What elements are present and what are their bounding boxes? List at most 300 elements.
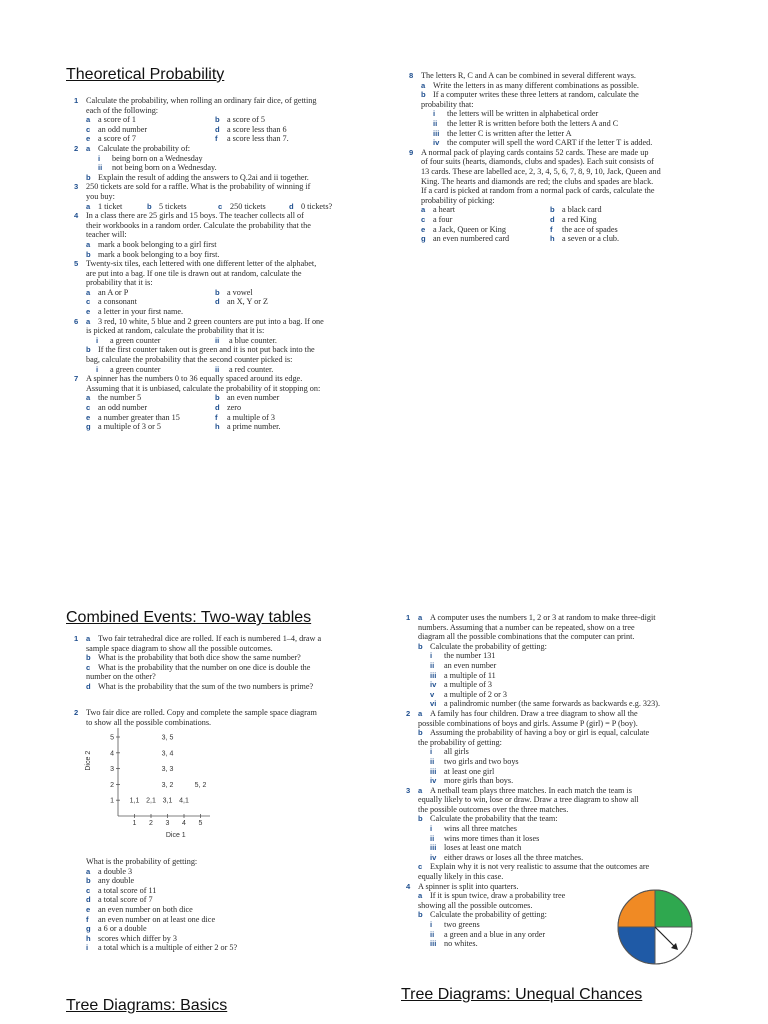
part-label: a xyxy=(86,201,91,211)
question-line xyxy=(74,943,364,953)
x-axis-label: Dice 1 xyxy=(165,832,186,839)
question-line xyxy=(406,613,716,623)
question-number: 2 xyxy=(74,143,79,153)
question-line xyxy=(74,230,364,240)
part-label: e xyxy=(86,307,91,317)
y-tick-label: 3 xyxy=(110,766,114,774)
question-line xyxy=(74,345,364,355)
question-line xyxy=(406,757,716,767)
question-line xyxy=(74,682,364,692)
part-text: an odd number xyxy=(98,124,148,134)
question-text: In a class there are 25 girls and 15 boys. The teacher collects all of xyxy=(86,211,304,221)
question-line xyxy=(74,413,364,423)
sample-space-diagram xyxy=(80,728,210,856)
question-text: King. The hearts and diamonds are red; the clubs and spades are black. xyxy=(421,176,654,186)
spinner-quarter-green xyxy=(655,890,692,927)
question-line xyxy=(74,393,364,403)
y-tick-label: 1 xyxy=(110,797,114,805)
part-label: d xyxy=(86,681,91,691)
part-label: a xyxy=(418,891,423,901)
question-number: 8 xyxy=(409,71,414,80)
x-tick-label: 1 xyxy=(132,820,137,827)
part-label: e xyxy=(86,134,91,144)
sample-space-cell: 5, 2 xyxy=(194,781,207,789)
part-text: any double xyxy=(98,876,135,886)
question-text: If a card is picked at random from a normal pack of cards, calculate the xyxy=(421,186,655,196)
question-line xyxy=(74,134,364,144)
part-label: a xyxy=(86,143,91,153)
y-tick-label: 4 xyxy=(110,750,114,758)
tetrahedral-dice-question xyxy=(74,634,364,692)
question-text: probability that it is: xyxy=(86,278,153,288)
question-line xyxy=(406,642,716,652)
part-text: a seven or a club. xyxy=(562,234,620,244)
part-text: Explain why it is not very realistic to assume that the outcomes are xyxy=(430,862,650,872)
part-text: a score less than 7. xyxy=(227,134,289,144)
question-line xyxy=(74,221,364,231)
part-label: e xyxy=(86,412,91,422)
part-label: d xyxy=(289,201,294,211)
question-text: sample space diagram to show all the possible outcomes. xyxy=(86,643,273,653)
question-text: each of the following: xyxy=(86,105,159,115)
question-text: What is the probability of getting: xyxy=(86,857,198,866)
question-line xyxy=(74,905,364,915)
question-line xyxy=(74,336,364,346)
part-text: the letters will be written in alphabetical order xyxy=(447,109,599,119)
part-label: b xyxy=(86,249,91,259)
part-label: vi xyxy=(430,699,437,709)
question-line xyxy=(406,795,716,805)
part-text: no whites. xyxy=(444,939,478,949)
part-label: c xyxy=(421,214,426,224)
part-text: a prime number. xyxy=(227,422,281,432)
question-line xyxy=(74,297,364,307)
question-line xyxy=(409,167,699,177)
part-label: a xyxy=(86,634,91,643)
question-line xyxy=(74,240,364,250)
x-tick-label: 2 xyxy=(149,820,153,827)
part-label: c xyxy=(418,862,423,872)
question-text: A spinner has the numbers 0 to 36 equally spaced around its edge. xyxy=(86,374,303,384)
question-line xyxy=(406,709,716,719)
question-line xyxy=(74,163,364,173)
question-number: 2 xyxy=(406,708,411,718)
part-text: wins more times than it loses xyxy=(444,833,540,843)
part-label: a xyxy=(418,708,423,718)
question-line xyxy=(409,81,699,91)
part-label: iv xyxy=(430,680,437,690)
part-label: b xyxy=(418,728,423,738)
question-line xyxy=(74,211,364,221)
part-label: c xyxy=(86,403,91,412)
part-text: the computer will spell the word CART if the letter T is added. xyxy=(447,138,653,148)
part-text: a four xyxy=(433,214,453,224)
question-number: 2 xyxy=(74,708,79,717)
question-number: 1 xyxy=(74,634,79,643)
question-line xyxy=(406,680,716,690)
question-text: you buy: xyxy=(86,191,115,201)
question-number: 4 xyxy=(74,211,79,221)
part-label: i xyxy=(86,943,89,953)
question-line xyxy=(406,853,716,863)
part-label: h xyxy=(215,422,220,432)
question-line xyxy=(74,269,364,279)
part-text: 1 ticket xyxy=(98,201,123,211)
question-text: are put into a bag. If one tile is drawn out at random, calculate the xyxy=(86,268,302,278)
question-line xyxy=(406,747,716,757)
part-text: 250 tickets xyxy=(230,201,266,211)
question-line xyxy=(74,867,364,877)
question-line xyxy=(74,250,364,260)
question-line xyxy=(409,186,699,196)
sample-space-cell: 3, 5 xyxy=(161,734,174,742)
part-text: a Jack, Queen or King xyxy=(433,224,506,234)
question-line xyxy=(74,202,364,212)
part-text: mark a book belonging to a girl first xyxy=(98,239,217,249)
heading-tree-diagrams-unequal: Tree Diagrams: Unequal Chances xyxy=(401,986,643,1003)
question-text: Twenty-six tiles, each lettered with one different letter of the alphabet, xyxy=(86,259,317,269)
y-tick-label: 2 xyxy=(110,781,114,789)
part-label: a xyxy=(86,866,91,876)
part-label: e xyxy=(421,224,426,234)
question-text: possible combinations of boys and girls. Assume P (girl) = P (boy). xyxy=(418,718,638,728)
part-text: an even number xyxy=(444,660,497,670)
part-label: e xyxy=(86,904,91,914)
part-label: b xyxy=(418,641,423,651)
part-text: a double 3 xyxy=(98,866,133,876)
part-text: two greens xyxy=(444,920,480,929)
part-text: an X, Y or Z xyxy=(227,297,269,307)
part-label: c xyxy=(218,201,223,211)
part-label: iii xyxy=(430,843,437,853)
question-line xyxy=(406,814,716,824)
question-text: their workbooks in a random order. Calculate the probability that the xyxy=(86,220,311,230)
part-label: f xyxy=(86,914,89,924)
question-line xyxy=(74,634,364,644)
part-label: b xyxy=(550,205,555,215)
part-label: b xyxy=(86,653,91,663)
part-label: a xyxy=(418,785,423,795)
question-text: equally likely in this case. xyxy=(418,872,504,882)
part-label: i xyxy=(433,109,436,119)
part-text: If a computer writes these three letters at random, calculate the xyxy=(433,90,639,100)
question-line xyxy=(74,895,364,905)
part-label: ii xyxy=(215,335,220,345)
question-number: 1 xyxy=(406,613,411,622)
question-number: 5 xyxy=(74,259,79,269)
question-line xyxy=(74,125,364,135)
question-line xyxy=(74,192,364,202)
part-label: b xyxy=(421,90,426,100)
part-label: b xyxy=(418,814,423,824)
part-label: iii xyxy=(430,939,437,949)
part-text: Calculate the probability of getting: xyxy=(430,910,547,920)
part-label: f xyxy=(215,412,218,422)
x-tick-label: 3 xyxy=(165,820,170,827)
question-line xyxy=(406,843,716,853)
question-line xyxy=(74,924,364,934)
sample-space-cell: 3,1 xyxy=(162,797,173,805)
question-line xyxy=(74,317,364,327)
part-text: a multiple of 3 xyxy=(227,412,275,422)
question-number: 3 xyxy=(74,182,79,192)
part-text: A computer uses the numbers 1, 2 or 3 at random to make three-digit xyxy=(430,613,656,622)
part-label: i xyxy=(430,824,433,834)
question-line xyxy=(74,384,364,394)
question-line xyxy=(406,719,716,729)
question-line xyxy=(74,96,364,106)
question-text: A spinner is split into quarters. xyxy=(418,881,519,891)
y-tick-label: 5 xyxy=(110,734,114,742)
question-line xyxy=(406,805,716,815)
part-label: iii xyxy=(430,766,437,776)
question-line xyxy=(74,374,364,384)
question-number: 3 xyxy=(406,785,411,795)
question-text: probability of picking: xyxy=(421,195,495,205)
two-dice-probability-list xyxy=(74,857,364,953)
question-line xyxy=(74,886,364,896)
question-line xyxy=(406,671,716,681)
part-text: 0 tickets? xyxy=(301,201,333,211)
part-text: a score of 7 xyxy=(98,134,136,144)
question-line xyxy=(74,355,364,365)
part-text: If it is spun twice, draw a probability tree xyxy=(430,891,566,901)
question-line xyxy=(409,177,699,187)
part-label: v xyxy=(430,689,435,699)
part-text: a vowel xyxy=(227,287,253,297)
part-text: an odd number xyxy=(98,403,148,412)
question-text: equally likely to win, lose or draw. Draw a tree diagram to show all xyxy=(418,795,639,805)
part-label: i xyxy=(430,651,433,661)
question-line xyxy=(409,225,699,235)
part-text: a score less than 6 xyxy=(227,124,287,134)
question-line xyxy=(409,148,699,158)
part-text: the number 131 xyxy=(444,651,496,661)
question-text: bag, calculate the probability that the second counter picked is: xyxy=(86,355,293,365)
question-text: 13 cards. These are labelled ace, 2, 3, 4, 5, 6, 7, 8, 9, 10, Jack, Queen and xyxy=(421,166,661,176)
question-text: the probability of getting: xyxy=(418,737,502,747)
heading-tree-diagrams-basics: Tree Diagrams: Basics xyxy=(66,997,228,1014)
part-text: all girls xyxy=(444,747,469,757)
part-text: being born on a Wednesday xyxy=(112,153,203,163)
part-label: iv xyxy=(430,776,437,786)
question-line xyxy=(409,234,699,244)
part-text: wins all three matches xyxy=(444,824,517,834)
part-text: What is the probability that the number on one dice is double the xyxy=(98,662,311,672)
part-label: ii xyxy=(430,660,435,670)
part-label: d xyxy=(215,124,220,134)
part-label: b xyxy=(86,876,91,886)
part-text: Calculate the probability of getting: xyxy=(430,641,547,651)
question-line xyxy=(409,119,699,129)
question-number: 9 xyxy=(409,147,414,157)
part-text: two girls and two boys xyxy=(444,756,519,766)
part-text: an even number xyxy=(227,393,280,403)
part-text: 5 tickets xyxy=(159,201,187,211)
question-line xyxy=(406,776,716,786)
part-label: i xyxy=(96,335,99,345)
part-text: Explain the result of adding the answers to Q.2ai and ii together. xyxy=(98,172,309,182)
question-line xyxy=(74,857,364,867)
part-text: the ace of spades xyxy=(562,224,618,234)
question-line xyxy=(409,196,699,206)
question-line xyxy=(409,109,699,119)
question-line xyxy=(74,259,364,269)
question-line xyxy=(74,718,364,728)
question-line xyxy=(74,708,364,718)
part-text: a palindromic number (the same forwards as backwards e.g. 323). xyxy=(444,699,660,709)
part-label: b xyxy=(215,115,220,125)
question-line xyxy=(406,623,716,633)
part-text: a multiple of 11 xyxy=(444,670,496,680)
heading-theoretical-probability: Theoretical Probability xyxy=(66,66,225,83)
question-text: The letters R, C and A can be combined in several different ways. xyxy=(421,71,636,80)
part-text: Calculate the probability of: xyxy=(98,143,191,153)
part-text: a green counter xyxy=(110,364,161,374)
part-label: a xyxy=(86,239,91,249)
part-label: iii xyxy=(430,670,437,680)
part-label: h xyxy=(550,234,555,244)
part-text: If the first counter taken out is green and it is not put back into the xyxy=(98,345,315,355)
part-text: What is the probability that both dice show the same number? xyxy=(98,653,301,663)
question-text: number on the other? xyxy=(86,672,156,682)
question-line xyxy=(74,422,364,432)
question-line xyxy=(74,173,364,183)
question-line xyxy=(74,934,364,944)
part-label: ii xyxy=(430,929,435,939)
part-text: a letter in your first name. xyxy=(98,307,184,317)
part-text: scores which differ by 3 xyxy=(98,933,177,943)
part-text: a green counter xyxy=(110,335,161,345)
part-label: c xyxy=(86,662,91,672)
question-line xyxy=(74,663,364,673)
part-text: A family has four children. Draw a tree diagram to show all the xyxy=(430,708,638,718)
part-label: ii xyxy=(215,364,220,374)
part-label: b xyxy=(215,287,220,297)
part-label: ii xyxy=(430,833,435,843)
part-label: a xyxy=(421,205,426,215)
question-line xyxy=(74,182,364,192)
part-text: What is the probability that the sum of the two numbers is prime? xyxy=(98,681,314,691)
question-text: probability that: xyxy=(421,99,474,109)
part-text: a total score of 11 xyxy=(98,885,157,895)
spinner-diagram xyxy=(616,888,694,966)
question-text: is picked at random, calculate the probability that it is: xyxy=(86,326,265,336)
question-line xyxy=(74,644,364,654)
part-text: a multiple of 3 xyxy=(444,680,492,690)
question-line xyxy=(74,672,364,682)
question-line xyxy=(406,767,716,777)
part-label: f xyxy=(550,224,553,234)
sample-space-cell: 4,1 xyxy=(179,797,189,805)
x-tick-label: 4 xyxy=(182,820,186,827)
question-line xyxy=(406,632,716,642)
part-text: a 6 or a double xyxy=(98,924,147,934)
question-line xyxy=(406,862,716,872)
part-label: i xyxy=(96,364,99,374)
part-label: g xyxy=(86,924,91,934)
part-label: a xyxy=(86,115,91,125)
question-line xyxy=(406,661,716,671)
part-text: Write the letters in as many different combinations as possible. xyxy=(433,80,639,90)
part-label: b xyxy=(86,345,91,355)
question-line xyxy=(74,326,364,336)
question-number: 7 xyxy=(74,374,79,384)
question-line xyxy=(74,307,364,317)
question-line xyxy=(74,106,364,116)
question-line xyxy=(74,915,364,925)
part-text: loses at least one match xyxy=(444,843,522,853)
question-line xyxy=(406,728,716,738)
question-text: Assuming that it is unbiased, calculate the probability of it stopping on: xyxy=(86,383,321,393)
part-text: Calculate the probability that the team: xyxy=(430,814,558,824)
part-text: an A or P xyxy=(98,287,129,297)
part-label: f xyxy=(215,134,218,144)
part-label: c xyxy=(86,124,91,134)
question-line xyxy=(409,157,699,167)
part-text: either draws or loses all the three matches. xyxy=(444,852,584,862)
part-label: ii xyxy=(98,163,103,173)
question-line xyxy=(409,138,699,148)
question-line xyxy=(74,144,364,154)
sample-space-cell: 3, 4 xyxy=(161,750,174,758)
question-text: 250 tickets are sold for a raffle. What is the probability of winning if xyxy=(86,182,311,192)
spinner-quarter-blue xyxy=(618,927,655,964)
y-axis-label: Dice 2 xyxy=(85,750,92,771)
part-label: i xyxy=(430,920,433,929)
sample-space-cell: 3, 2 xyxy=(161,781,174,789)
part-text: a red counter. xyxy=(229,364,274,374)
question-number: 4 xyxy=(406,881,411,891)
question-line xyxy=(409,129,699,139)
part-label: a xyxy=(86,393,91,403)
question-line xyxy=(74,288,364,298)
part-text: the number 5 xyxy=(98,393,142,403)
part-label: iv xyxy=(430,852,437,862)
part-text: more girls than boys. xyxy=(444,776,514,786)
question-text: diagram all the possible combinations that the computer can print. xyxy=(418,632,635,642)
question-text: showing all the possible outcomes. xyxy=(418,900,533,910)
sample-space-cell: 3, 3 xyxy=(161,766,174,774)
part-label: i xyxy=(430,747,433,757)
question-text: numbers. Assuming that a number can be repeated, show on a tree xyxy=(418,622,635,632)
part-text: a multiple of 3 or 5 xyxy=(98,422,161,432)
part-text: a total which is a multiple of either 2 or 5? xyxy=(98,943,238,953)
part-label: b xyxy=(215,393,220,403)
question-line xyxy=(409,90,699,100)
part-label: h xyxy=(86,933,91,943)
question-number: 6 xyxy=(74,316,79,326)
part-text: mark a book belonging to a boy first. xyxy=(98,249,220,259)
part-label: iii xyxy=(433,128,440,138)
question-text: to show all the possible combinations. xyxy=(86,717,212,727)
part-text: a green and a blue in any order xyxy=(444,929,546,939)
part-label: iv xyxy=(433,138,440,148)
question-line xyxy=(74,278,364,288)
part-text: a heart xyxy=(433,205,456,215)
question-number: 1 xyxy=(74,96,79,105)
question-line xyxy=(74,876,364,886)
question-line xyxy=(406,690,716,700)
part-text: at least one girl xyxy=(444,766,495,776)
theoretical-probability-questions xyxy=(74,96,364,432)
part-text: not being born on a Wednesday. xyxy=(112,163,217,173)
question-text: of four suits (hearts, diamonds, clubs and spades). Each suit consists of xyxy=(421,157,654,167)
part-label: c xyxy=(86,885,91,895)
part-text: Assuming the probability of having a boy or girl is equal, calculate xyxy=(430,728,650,738)
x-tick-label: 5 xyxy=(198,820,203,827)
part-label: c xyxy=(86,297,91,307)
